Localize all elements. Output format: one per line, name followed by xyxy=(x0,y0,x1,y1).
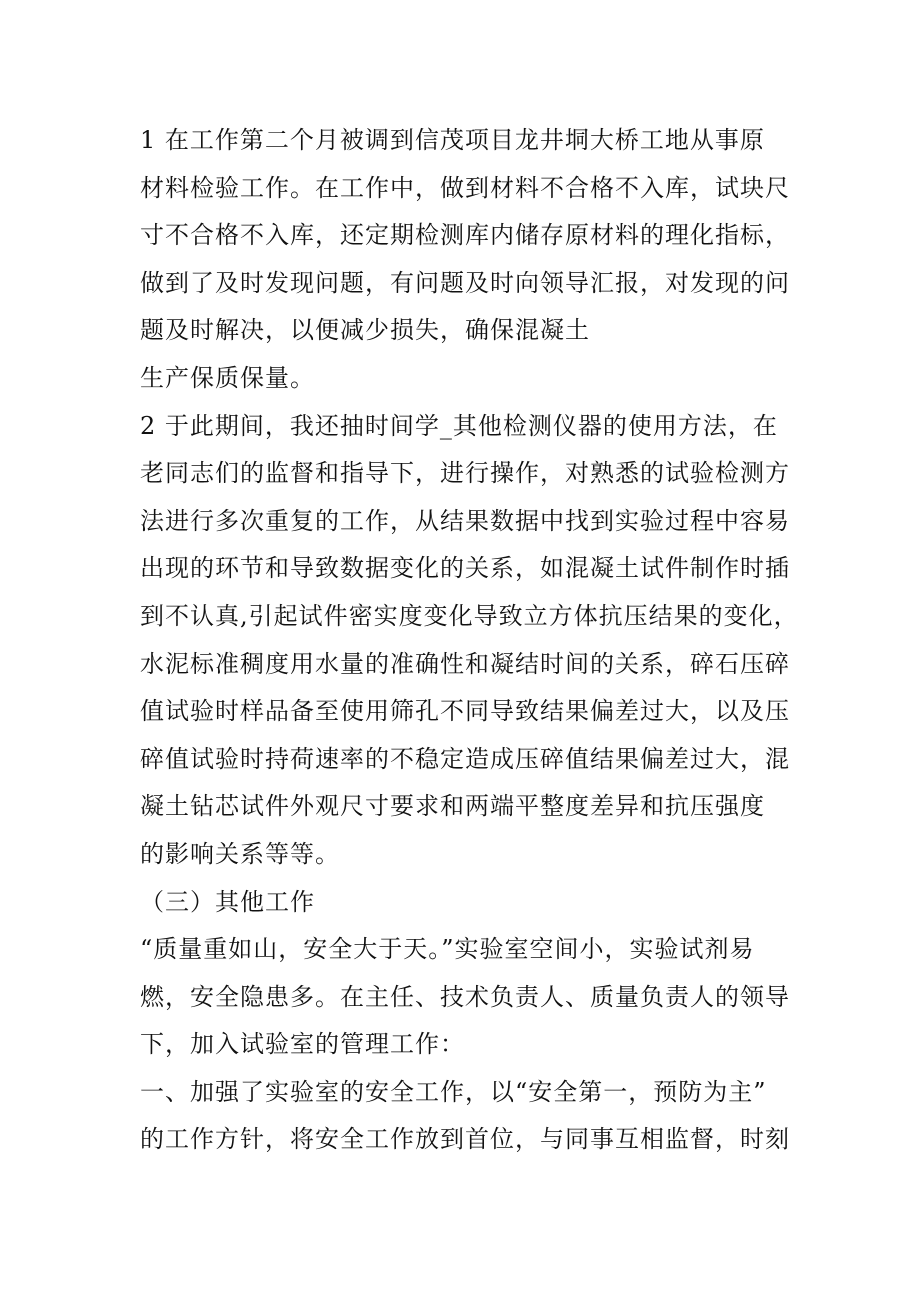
text-line: 的工作方针，将安全工作放到首位，与同事互相监督，时刻 xyxy=(140,1125,790,1154)
text-line: 2 于此期间，我还抽时间学_其他检测仪器的使用方法，在 xyxy=(140,411,778,440)
text-line: 法进行多次重复的工作，从结果数据中找到实验过程中容易 xyxy=(140,506,790,535)
text-line: 寸不合格不入库，还定期检测库内储存原材料的理化指标， xyxy=(140,221,790,250)
text-line: 燃，安全隐患多。在主任、技术负责人、质量负责人的领导 xyxy=(140,982,790,1011)
text-line: 1 在工作第二个月被调到信茂项目龙井垌大桥工地从事原 xyxy=(140,126,765,154)
text-line: 水泥标准稠度用水量的准确性和凝结时间的关系，碎石压碎 xyxy=(140,649,790,678)
text-line: 值试验时样品备至使用筛孔不同导致结果偏差过大，以及压 xyxy=(140,697,790,726)
text-line: 做到了及时发现问题，有问题及时向领导汇报，对发现的问 xyxy=(140,268,790,297)
document-body xyxy=(140,117,799,1164)
text-line: 出现的环节和导致数据变化的关系，如混凝土试件制作时插 xyxy=(140,554,790,583)
text-line: 的影响关系等等。 xyxy=(140,839,340,868)
text-line: “质量重如山，安全大于天。”实验室空间小，实验试剂易 xyxy=(140,935,755,964)
text-line: 一、加强了实验室的安全工作，以“安全第一，预防为主” xyxy=(140,1077,767,1106)
text-line: 老同志们的监督和指导下，进行操作，对熟悉的试验检测方 xyxy=(140,459,790,488)
text-line: 题及时解决，以便减少损失，确保混凝土 xyxy=(140,316,590,345)
text-line: 生产保质保量。 xyxy=(140,363,315,392)
text-line: 到不认真,引起试件密实度变化导致立方体抗压结果的变化， xyxy=(140,601,799,630)
text-line: 下，加入试验室的管理工作： xyxy=(140,1030,465,1059)
text-line: 碎值试验时持荷速率的不稳定造成压碎值结果偏差过大，混 xyxy=(140,744,790,773)
text-line: 材料检验工作。在工作中，做到材料不合格不入库，试块尺 xyxy=(140,173,790,202)
text-line: 凝土钻芯试件外观尺寸要求和两端平整度差异和抗压强度 xyxy=(140,792,765,821)
section-heading: （三）其他工作 xyxy=(140,887,315,916)
